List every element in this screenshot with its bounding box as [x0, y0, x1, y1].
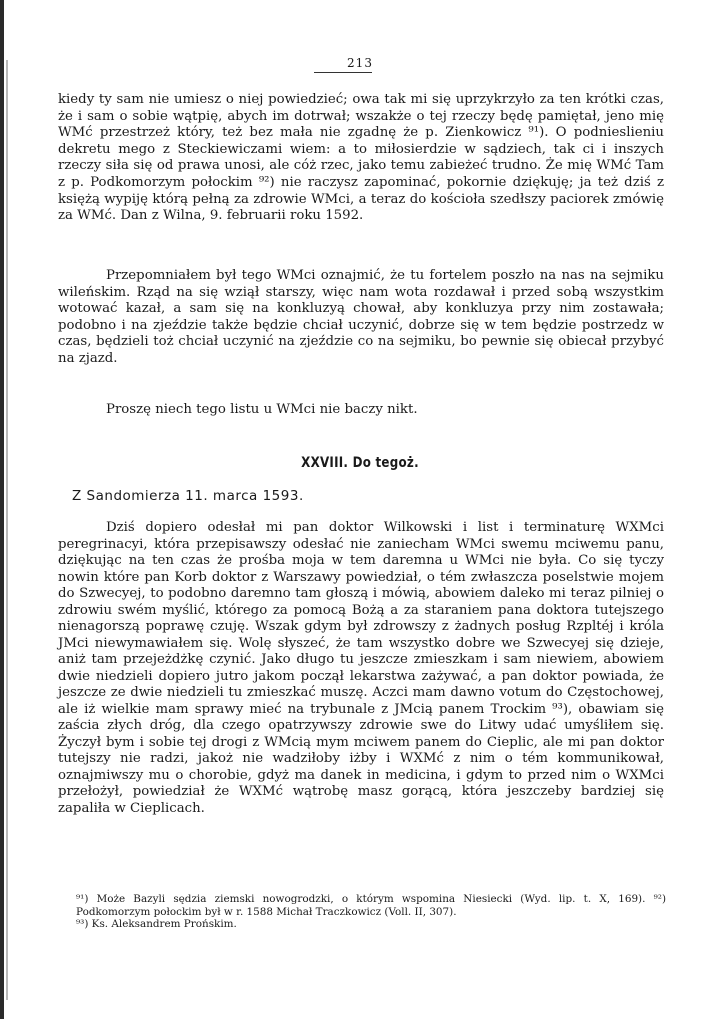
letter-dateline: Z Sandomierza 11. marca 1593.: [72, 488, 304, 504]
paragraph-text: Proszę niech tego listu u WMci nie baczy nikt.: [106, 402, 418, 417]
paragraph-text: kiedy ty sam nie umiesz o niej powiedzieć; owa tak mi się uprzykrzyło za ten krótki czas, że i sam o sobie wątpię, abych im dotrwał; wszakże o tej rzeczy będę pamiętał, jeno mię WMć przestrzeż który, też bez mała nie zgadnę że p. Zienkowicz ⁹¹). O podnieslieniu dekretu mego z Steckiewiczami wiem: a to miłosierdzie w sądziech, tak ci i inszych rzeczy siła się od prawa unosi, ale cóż rzec, jako temu zabieżeć trudno. Że mię WMć Tam z p. Podkomorzym połockim ⁹²) nie raczysz zapominać, pokornie dziękuję; ja też dziś z księżą wypiję którą pełną za zdrowie WMci, a teraz do kościoła szedłszy paciorek zmówię za WMć. Dan z Wilna, 9. februarii roku 1592.: [58, 92, 664, 224]
footnote: ⁹¹) Może Bazyli sędzia ziemski nowogrodzki, o którym wspomina Niesiecki (Wyd. lip. t. X, 169). ⁹²) Podkomorzym połockim był w r. 1588 Michał Traczkowicz (Voll. II, 307).: [76, 893, 666, 918]
paragraph-text: Przepomniałem był tego WMci oznajmić, że tu fortelem poszło na nas na sejmiku wileńskim. Rząd na się wziął starszy, więc nam wota rozdawał i przed sobą wszystkim wotować kazał, a sam się na konkluzyą chował, aby konkluzya przy nim zostawała; podobno i na zjeździe także będzie chciał uczynić, dobrze się w tem będzie postrzedz w czas, będzieli toż chciał uczynić na zjeździe co na sejmiku, bo pewnie się obiecał przybyć na zjazd.: [58, 268, 664, 366]
page-number: 213: [347, 56, 373, 70]
paragraph-postscript-request: [58, 402, 664, 419]
footnotes: [76, 893, 666, 931]
book-spine-edge: [0, 0, 4, 1019]
paragraph-postscript: [58, 268, 664, 368]
paragraph-letter-end: [58, 92, 664, 225]
letter-heading: XXVIII. Do tegoż.: [301, 455, 419, 471]
paragraph-text: Dziś dopiero odesłał mi pan doktor Wilkowski i list i terminaturę WXMci peregrinacyi, która przepisawszy odesłać nie zaniecham WMci swemu mciwemu panu, dziękując na ten czas że prośba moja w tem daremna u WMci nie była. Co się tyczy nowin które pan Korb doktor z Warszawy powiedział, o tém zwłaszcza poselstwie mojem do Szwecyej, to podobno daremno tam głoszą i mówią, abowiem daleko mi teraz pilniej o zdrowiu swém myślić, którego za pomocą Bożą a za staraniem pana doktora tutejszego nienagorszą poprawę czuję. Wszak gdym był zdrowszy z żadnych posług Rzpltéj i króla JMci niewymawiałem się. Wolę słyszeć, że tam wszystko dobre we Szwecyej się dzieje, aniż tam przejeżdżkę czynić. Jako długo tu jeszcze zmieszkam i sam niewiem, abowiem dwie niedzieli dopiero jutro jakom począł lekarstwa zażywać, a pan doktor powiada, że jeszcze ze dwie niedzieli tu zmieszkać muszę. Aczci mam dawno votum do Częstochowej, ale iż wielkie mam sprawy mieć na trybunale z JMcią panem Trockim ⁹³), obawiam się zaścia złych dróg, dla czego opatrzywszy zdrowie swe do Litwy udać umyśliłem się. Życzył bym i sobie tej drogi z WMcią mym mciwem panem do Cieplic, ale mi pan doktor tutejszy nie radzi, jakoż nie wadziłoby iżby i WXMć z nim o tém kommunikował, oznajmiwszy mu o chorobie, gdyż ma danek in medicina, i gdym to przed nim o WXMci przełożył, powiedział że WXMć wątrobę masz gorącą, która jeszczeby bardziej się zapaliła w Cieplicach.: [58, 520, 664, 816]
page-number-rule: [314, 72, 372, 73]
book-spine-shadow: [6, 60, 8, 1000]
footnote: ⁹³) Ks. Aleksandrem Prońskim.: [76, 918, 237, 931]
letter-body: [58, 520, 664, 817]
